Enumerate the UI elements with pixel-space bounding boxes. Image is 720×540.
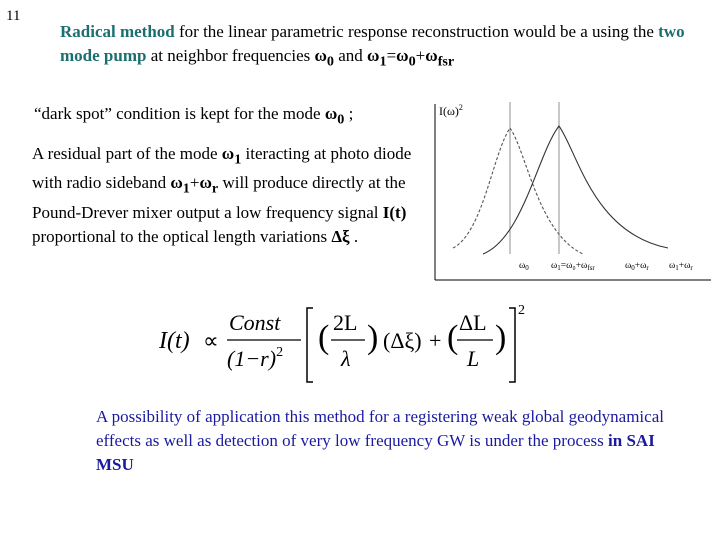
formula-denominator: $(1-r)^2$ [227, 345, 284, 371]
omega-symbol: ω [367, 46, 380, 65]
resonance-curve-omega1 [483, 126, 668, 254]
formula-lhs: I(t) [159, 328, 190, 354]
tick-label-omega1-plus-r: $\omega_1+\omega_r$ [669, 261, 693, 272]
right-paren: ) [495, 319, 507, 356]
slide-number: 11 [6, 8, 21, 24]
subscript: 1 [182, 180, 190, 197]
omega-symbol: ω [170, 173, 183, 193]
subscript: r [211, 180, 219, 197]
subscript: fsr [437, 53, 455, 70]
plus-sign: + [189, 173, 200, 193]
resonance-curve-omega0 [453, 128, 583, 254]
formula-plus: + [429, 328, 442, 353]
left-bracket [307, 308, 313, 382]
equals-sign: = [386, 46, 397, 65]
y-axis-label: $I(\omega)^2$ [439, 103, 463, 118]
omega-symbol: ω [199, 173, 212, 193]
formula-lambda: λ [341, 346, 351, 371]
resonance-curves-figure [423, 98, 715, 282]
subscript: 0 [337, 111, 345, 128]
application-text: A possibility of application this method for a registering weak global geodynamical effects as well as detection of very low frequency GW is under the process [96, 407, 664, 450]
tick-label-omega0: $\omega_0$ [519, 261, 529, 272]
delta-xi-symbol: Δξ [331, 226, 350, 246]
intro-text-1: for the linear parametric response reconstruction would be a using the [174, 22, 659, 41]
intro-highlight-radical: Radical method [60, 22, 175, 41]
subscript: 1 [379, 53, 387, 70]
residual-text-3: will produce directly at the Pound-Drever mixer output a low frequency signal [32, 173, 406, 222]
signal-label: I(t) [382, 202, 407, 222]
subscript: 1 [234, 151, 242, 168]
subscript: 0 [326, 53, 334, 70]
tick-label-omega0-plus-r: $\omega_0+\omega_r$ [625, 261, 649, 272]
tick-label-omega1: $\omega_1=\omega_0+\omega_{fsr}$ [551, 261, 595, 272]
plus-sign: + [415, 46, 426, 65]
institution-label: in SAI MSU [96, 431, 655, 474]
formula-2l: 2L [333, 310, 358, 335]
proportional-symbol: ∝ [203, 328, 219, 353]
subscript: 0 [408, 53, 416, 70]
formula-delta-xi: (Δξ) [383, 328, 422, 353]
formula-delta-l: ΔL [459, 310, 487, 335]
residual-text-4: proportional to the optical length variations [32, 226, 332, 246]
left-paren: ( [447, 319, 459, 356]
residual-paragraph [32, 142, 412, 249]
residual-text-1: A residual part of the mode [32, 144, 222, 163]
formula-exponent: 2 [518, 303, 525, 318]
signal-formula [153, 300, 533, 386]
intro-text-3: and [334, 46, 368, 65]
omega-symbol: ω [396, 46, 409, 65]
dark-spot-line [34, 104, 353, 128]
omega-symbol: ω [221, 144, 235, 163]
left-paren: ( [318, 319, 330, 356]
intro-highlight-pump: two mode pump [60, 22, 685, 65]
omega-symbol: ω [314, 46, 327, 65]
intro-text-2: at neighbor frequencies [146, 46, 315, 65]
omega-symbol: ω [324, 104, 338, 123]
residual-text-2: iteracting at photo diode with radio sideband [32, 144, 412, 193]
residual-text-5: . [349, 226, 359, 246]
dark-spot-end: ; [344, 104, 354, 123]
dark-spot-text: “dark spot” condition is kept for the mode [34, 104, 325, 123]
application-paragraph [96, 405, 686, 477]
intro-paragraph [60, 20, 710, 73]
formula-l: L [467, 346, 480, 371]
right-bracket [509, 308, 515, 382]
omega-symbol: ω [425, 46, 438, 65]
right-paren: ) [367, 319, 379, 356]
formula-const: Const [229, 310, 281, 335]
